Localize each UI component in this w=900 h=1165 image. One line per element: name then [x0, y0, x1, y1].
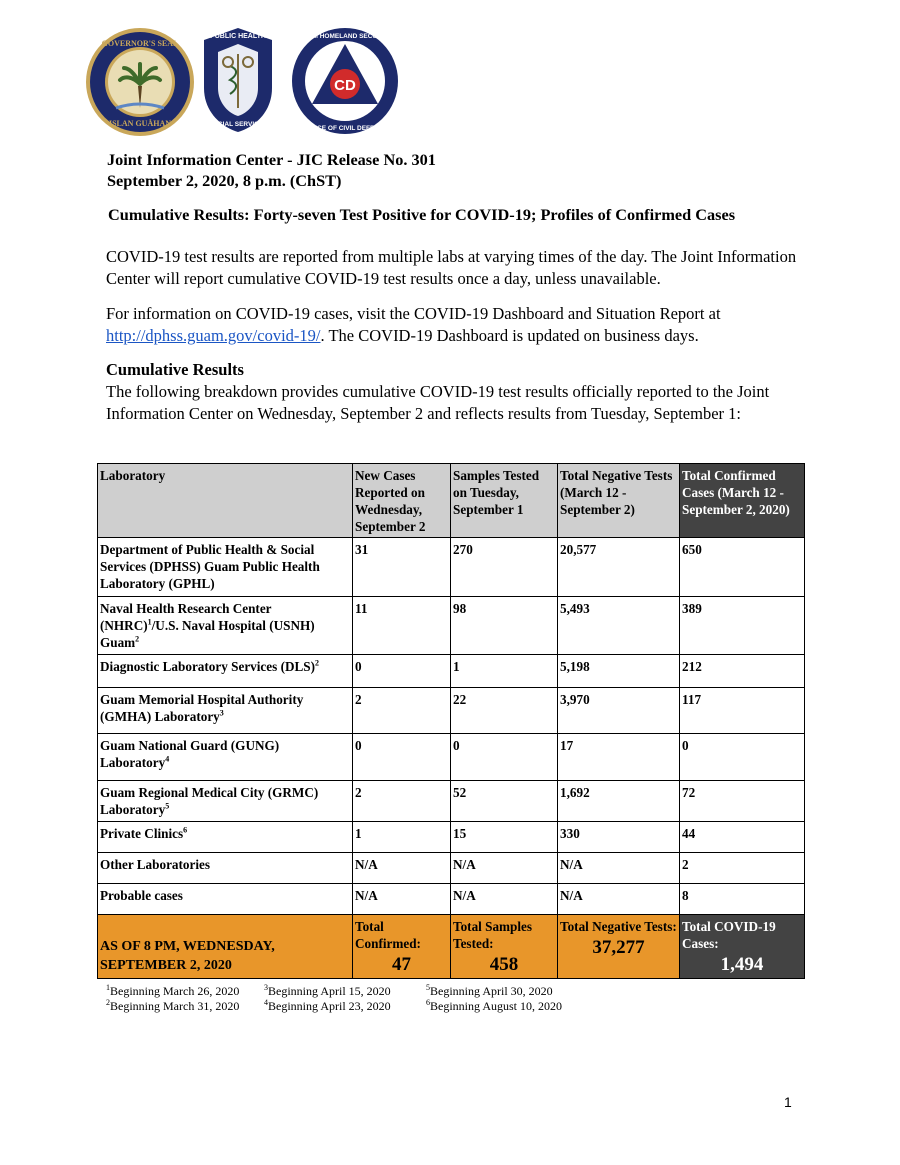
release-headline: Cumulative Results: Forty-seven Test Positive for COVID-19; Profiles of Confirmed Cases — [108, 205, 736, 224]
new-cases-cell: 0 — [353, 655, 451, 688]
table-row — [98, 781, 805, 822]
confirmed-cell: 72 — [680, 781, 805, 822]
svg-text:GOVERNOR'S SEAL: GOVERNOR'S SEAL — [101, 39, 179, 48]
negative-cell: N/A — [558, 853, 680, 884]
negative-cell: 330 — [558, 822, 680, 853]
lab-name — [98, 781, 353, 822]
total-samples-label: Total Samples Tested: — [453, 919, 533, 951]
as-of-label: AS OF 8 PM, WEDNESDAY, SEPTEMBER 2, 2020 — [100, 939, 275, 973]
release-number: Joint Information Center - JIC Release No. 301 — [107, 150, 436, 169]
footnote-text: Beginning March 26, 2020 — [110, 984, 240, 998]
footnote-ref: 4 — [165, 754, 170, 764]
lab-name-text: Guam Memorial Hospital Authority (GMHA) Laboratory — [100, 692, 304, 724]
samples-cell: 98 — [451, 597, 558, 655]
samples-cell: 1 — [451, 655, 558, 688]
info-paragraph — [106, 303, 826, 346]
info-text-after: . The COVID-19 Dashboard is updated on business days. — [320, 325, 699, 345]
new-cases-cell: 0 — [353, 734, 451, 781]
confirmed-cell: 389 — [680, 597, 805, 655]
negative-cell: 1,692 — [558, 781, 680, 822]
lab-name-text: /U.S. Naval Hospital (USNH) Guam — [100, 618, 315, 650]
total-confirmed-value: 47 — [392, 954, 411, 975]
footnote-number: 2 — [106, 998, 110, 1007]
total-confirmed-cell — [353, 915, 451, 979]
footnote — [426, 999, 562, 1014]
new-cases-cell: N/A — [353, 853, 451, 884]
dphss-seal-logo — [200, 26, 276, 134]
intro-paragraph: COVID-19 test results are reported from multiple labs at varying times of the day. The Joint Information Center will report cumulative COVID-19 test results once a day, unless unavailable. — [106, 247, 797, 288]
svg-text:SOCIAL SERVICES: SOCIAL SERVICES — [208, 121, 268, 128]
new-cases-cell: 2 — [353, 688, 451, 734]
samples-cell: 22 — [451, 688, 558, 734]
lab-name — [98, 655, 353, 688]
lab-name — [98, 734, 353, 781]
footnote-ref: 3 — [219, 708, 224, 718]
lab-name-text: Department of Public Health & Social Services (DPHSS) Guam Public Health Laboratory (GPHL) — [100, 542, 320, 591]
total-cases-value: 1,494 — [720, 954, 764, 975]
negative-cell: N/A — [558, 884, 680, 915]
new-cases-cell: N/A — [353, 884, 451, 915]
lab-name-text: Guam National Guard (GUNG) Laboratory — [100, 738, 280, 770]
table-row — [98, 538, 805, 597]
lab-name — [98, 688, 353, 734]
header-samples-tested: Samples Tested on Tuesday, September 1 — [451, 464, 558, 538]
svg-text:OFFICE OF CIVIL DEFENSE: OFFICE OF CIVIL DEFENSE — [302, 125, 388, 132]
svg-text:GUAM HOMELAND SECURITY: GUAM HOMELAND SECURITY — [298, 33, 392, 40]
total-samples-value: 458 — [489, 954, 519, 975]
total-cases-cell — [680, 915, 805, 979]
confirmed-cell: 2 — [680, 853, 805, 884]
footnote-ref: 2 — [135, 634, 140, 644]
new-cases-cell: 11 — [353, 597, 451, 655]
confirmed-cell: 8 — [680, 884, 805, 915]
governor-seal-logo — [84, 26, 196, 138]
footnote-text: Beginning August 10, 2020 — [430, 999, 563, 1013]
table-row — [98, 597, 805, 655]
negative-cell: 3,970 — [558, 688, 680, 734]
confirmed-cell: 117 — [680, 688, 805, 734]
samples-cell: 0 — [451, 734, 558, 781]
total-cases-label: Total COVID-19 Cases: — [682, 919, 776, 951]
total-confirmed-label: Total Confirmed: — [355, 919, 421, 951]
new-cases-cell: 1 — [353, 822, 451, 853]
total-negative-value: 37,277 — [592, 937, 645, 958]
lab-name-text: Diagnostic Laboratory Services (DLS) — [100, 659, 316, 674]
confirmed-cell: 44 — [680, 822, 805, 853]
table-row — [98, 655, 805, 688]
confirmed-cell: 0 — [680, 734, 805, 781]
negative-cell: 17 — [558, 734, 680, 781]
footnote-number: 6 — [426, 998, 430, 1007]
samples-cell: N/A — [451, 884, 558, 915]
lab-name — [98, 597, 353, 655]
header-laboratory: Laboratory — [98, 464, 353, 538]
table-header-row — [98, 464, 805, 538]
dashboard-link[interactable]: http://dphss.guam.gov/covid-19/ — [106, 325, 321, 345]
footnote-ref: 2 — [315, 658, 320, 668]
footnote — [264, 999, 391, 1014]
footnote-text: Beginning April 23, 2020 — [268, 999, 391, 1013]
confirmed-cell: 650 — [680, 538, 805, 597]
samples-cell: 15 — [451, 822, 558, 853]
new-cases-cell: 31 — [353, 538, 451, 597]
section-intro: The following breakdown provides cumulative COVID-19 test results officially reported to the Joint Information Center on Wednesday, September 2 and reflects results from Tuesday, September 1: — [106, 382, 770, 423]
lab-name-text: Probable cases — [100, 888, 183, 903]
lab-name-text: Guam Regional Medical City (GRMC) Laboratory — [100, 785, 319, 817]
civil-defense-seal-logo — [290, 26, 400, 136]
footnote — [106, 984, 239, 999]
table-row — [98, 734, 805, 781]
confirmed-cell: 212 — [680, 655, 805, 688]
footnote-number: 5 — [426, 983, 430, 992]
negative-cell: 20,577 — [558, 538, 680, 597]
new-cases-cell: 2 — [353, 781, 451, 822]
footnote-ref: 6 — [183, 825, 188, 835]
section-title: Cumulative Results — [106, 360, 244, 379]
table-row — [98, 688, 805, 734]
table-row — [98, 822, 805, 853]
footnote-text: Beginning March 31, 2020 — [110, 999, 240, 1013]
samples-cell: 52 — [451, 781, 558, 822]
footnote-text: Beginning April 15, 2020 — [268, 984, 391, 998]
footnote-ref: 5 — [165, 801, 170, 811]
footnote — [106, 999, 239, 1014]
lab-name — [98, 853, 353, 884]
footnote-number: 3 — [264, 983, 268, 992]
lab-name-text: Other Laboratories — [100, 857, 211, 872]
release-date: September 2, 2020, 8 p.m. (ChST) — [107, 171, 342, 190]
lab-name-text: Private Clinics — [100, 826, 184, 841]
lab-name — [98, 884, 353, 915]
header-new-cases: New Cases Reported on Wednesday, September 2 — [353, 464, 451, 538]
page-number: 1 — [784, 1094, 792, 1110]
header-total-confirmed: Total Confirmed Cases (March 12 - September 2, 2020) — [680, 464, 805, 538]
results-table — [97, 463, 805, 979]
total-negative-cell — [558, 915, 680, 979]
lab-name — [98, 822, 353, 853]
total-samples-cell — [451, 915, 558, 979]
svg-text:PUBLIC HEALTH: PUBLIC HEALTH — [210, 33, 266, 40]
footnote — [426, 984, 553, 999]
table-row — [98, 853, 805, 884]
table-row — [98, 884, 805, 915]
samples-cell: N/A — [451, 853, 558, 884]
footnote — [264, 984, 391, 999]
footnote-number: 1 — [106, 983, 110, 992]
samples-cell: 270 — [451, 538, 558, 597]
footnote-ref: 1 — [147, 617, 152, 627]
footnote-text: Beginning April 30, 2020 — [430, 984, 553, 998]
header-total-negative: Total Negative Tests (March 12 - September 2) — [558, 464, 680, 538]
lab-name-text: Naval Health Research Center (NHRC) — [100, 601, 272, 633]
total-negative-label: Total Negative Tests: — [560, 919, 677, 934]
footnote-number: 4 — [264, 998, 268, 1007]
as-of-cell — [98, 915, 353, 979]
lab-name — [98, 538, 353, 597]
negative-cell: 5,198 — [558, 655, 680, 688]
totals-row — [98, 915, 805, 979]
svg-text:ISLAN GUÅHAN: ISLAN GUÅHAN — [108, 119, 172, 128]
svg-text:CD: CD — [334, 77, 356, 94]
negative-cell: 5,493 — [558, 597, 680, 655]
info-text: For information on COVID-19 cases, visit the COVID-19 Dashboard and Situation Report at — [106, 304, 721, 323]
